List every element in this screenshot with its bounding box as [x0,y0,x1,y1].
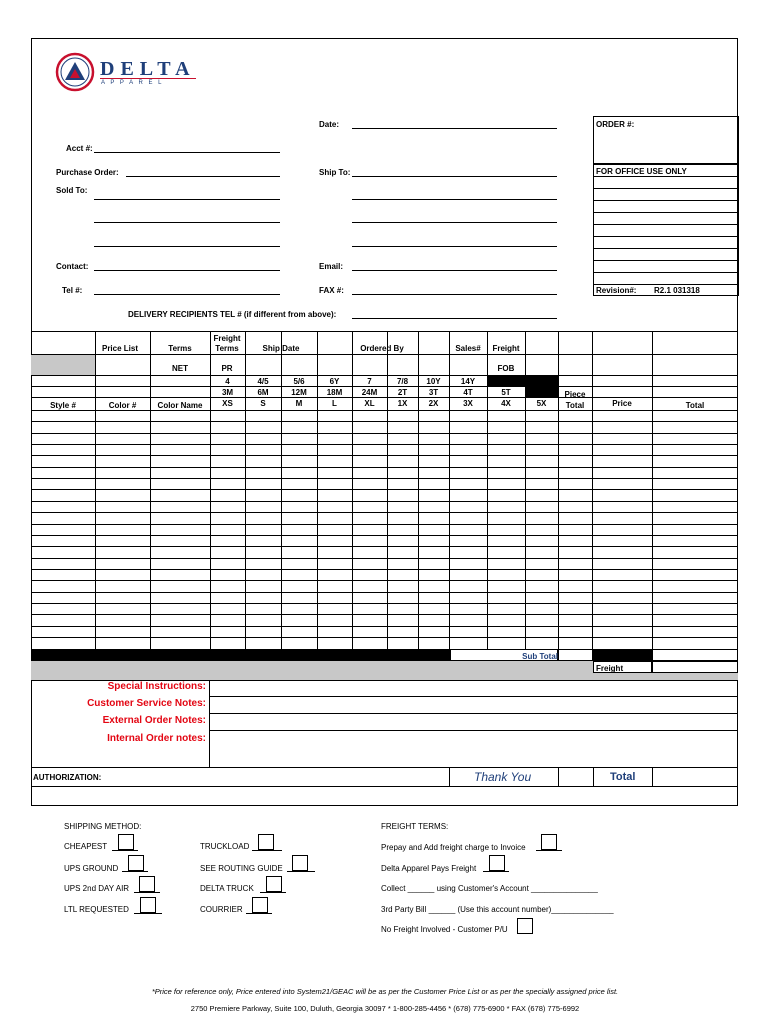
office-use-line [593,224,739,225]
office-use-line [593,188,739,189]
address-text: 2750 Premiere Parkway, Suite 100, Duluth, Georgia 30097 * 1-800-285-4456 * (678) 775-6900 * FAX (678) 775-6992 [190,1004,580,1013]
table-col-line [487,331,488,649]
table-row[interactable] [31,558,738,569]
table-row[interactable] [31,421,738,432]
truckload-label: TRUCKLOAD [200,842,250,851]
orderedby-header: Ordered By [360,344,404,353]
table-row[interactable] [31,603,738,614]
shipto-field-2[interactable] [352,199,557,200]
soldto-label: Sold To: [56,186,88,195]
freight-header: Freight [492,344,520,353]
cheapest-label: CHEAPEST [64,842,108,851]
black-cell [487,375,525,386]
prepay-checkbox[interactable] [541,834,557,850]
date-label: Date: [319,120,340,129]
subtotal-total-box[interactable] [652,649,738,661]
customer-service-notes-field[interactable] [210,697,737,713]
size-label: 6Y [329,377,340,386]
size-label: 4X [501,399,511,408]
routing-guide-checkbox[interactable] [292,855,308,871]
ltl-underline [134,913,162,914]
cheapest-underline [112,850,138,851]
table-row[interactable] [31,535,738,546]
table-row[interactable] [31,433,738,444]
ups-2nd-underline [134,892,160,893]
table-col-line [525,331,526,649]
brand-name: DELTA [100,58,196,80]
courrier-underline [246,913,272,914]
gray-cell [31,354,95,375]
size-label: 4/5 [257,377,269,386]
size-label: 3X [463,399,473,408]
external-order-notes-label: External Order Notes: [102,715,206,726]
date-field[interactable] [352,128,557,129]
email-field[interactable] [352,270,557,271]
gray-band [31,673,738,680]
office-use-line [593,284,739,285]
delta-pays-underline [483,871,509,872]
table-row[interactable] [31,489,738,500]
size-label: XL [364,399,375,408]
cheapest-checkbox[interactable] [118,834,134,850]
freight-terms-value: PR [221,364,233,373]
delta-truck-checkbox[interactable] [266,876,282,892]
table-row[interactable] [31,580,738,591]
disclaimer-text: *Price for reference only, Price entered into System21/GEAC will be as per the Customer Price List or as per the specially assigned price list. [151,987,619,996]
email-label: Email: [319,262,344,271]
no-freight-checkbox[interactable] [517,918,533,934]
piece-total-header-2: Total [565,401,585,410]
table-row-line [31,331,738,332]
size-label: 4T [463,388,473,397]
size-label: XS [222,399,233,408]
soldto-field-1[interactable] [94,199,280,200]
routing-guide-underline [287,871,315,872]
table-row[interactable] [31,592,738,603]
brand-sub: A P P A R E L [101,80,164,86]
ups-ground-label: UPS GROUND [64,864,119,873]
table-col-line [95,331,96,649]
size-label: S [260,399,266,408]
size-label: 12M [291,388,307,397]
thank-you-text: Thank You [474,770,532,784]
soldto-field-2[interactable] [94,222,280,223]
office-use-line [593,176,739,177]
size-label: 14Y [460,377,476,386]
delta-triangle-icon [55,52,95,92]
size-label: M [295,399,303,408]
third-party-label: 3rd Party Bill ______ (Use this account number)______________ [381,905,614,914]
color-header: Color # [108,401,137,410]
special-instructions-field[interactable] [210,681,737,696]
customer-service-notes-label: Customer Service Notes: [87,698,206,709]
auth-divider [593,767,594,786]
price-header: Price [612,399,632,408]
subtotal-label: Sub Total [522,652,558,661]
terms-header: Terms [168,344,192,353]
external-order-notes-field[interactable] [210,714,737,730]
table-row[interactable] [31,614,738,625]
delivery-label: DELIVERY RECIPIENTS TEL # (if different from above): [128,310,337,319]
freight-gray-bar [31,661,593,673]
delta-logo [55,52,95,92]
size-label: 7 [367,377,372,386]
shipto-field-4[interactable] [352,246,557,247]
office-use-line [593,236,739,237]
courrier-checkbox[interactable] [252,897,268,913]
freight-terms-title: FREIGHT TERMS: [381,822,449,831]
truckload-underline [252,850,282,851]
notes-line [31,786,738,787]
shipping-method-title: SHIPPING METHOD: [64,822,142,831]
table-row[interactable] [31,512,738,523]
table-col-line [558,331,559,649]
total-header: Total [685,401,705,410]
internal-order-notes-label: Internal Order notes: [107,733,206,744]
shipdate-header: Ship Date [262,344,300,353]
routing-guide-label: SEE ROUTING GUIDE [200,864,283,873]
table-row[interactable] [31,524,738,535]
table-row-line [31,354,738,355]
table-row[interactable] [31,478,738,489]
size-label: 4 [225,377,230,386]
fax-label: FAX #: [319,286,344,295]
freight-value-box[interactable] [652,661,738,673]
table-row[interactable] [31,455,738,466]
table-row[interactable] [31,467,738,478]
delta-pays-checkbox[interactable] [489,855,505,871]
size-label: 18M [326,388,343,397]
freight-label: Freight [596,664,624,673]
size-label: 3M [221,388,234,397]
office-use-line [593,248,739,249]
table-row[interactable] [31,444,738,455]
office-use-line [593,200,739,201]
table-row-line [31,375,738,376]
table-col-line [592,331,593,649]
size-label: 10Y [426,377,441,386]
authorization-label: AUTHORIZATION: [33,773,102,782]
tel-field[interactable] [94,294,280,295]
special-instructions-label: Special Instructions: [107,681,206,692]
revision-label: Revision#: [596,286,637,295]
size-label: 1X [397,399,408,408]
subtotal-value-box[interactable] [558,649,593,661]
size-label: 24M [361,388,378,397]
order-label: ORDER #: [596,120,635,129]
revision-value: R2.1 031318 [654,286,700,295]
size-label: 5T [501,388,511,397]
office-use-line [593,272,739,273]
delivery-field[interactable] [352,318,557,319]
auth-divider [558,767,559,786]
office-use-box [593,164,739,296]
ltl-checkbox[interactable] [140,897,156,913]
po-label: Purchase Order: [56,168,119,177]
ups-ground-underline [122,871,148,872]
pricelist-header: Price List [101,344,138,353]
office-use-line [593,260,739,261]
contact-field[interactable] [94,270,280,271]
colorname-header: Color Name [157,401,203,410]
terms-value: NET [172,364,188,373]
freight-value: FOB [497,364,515,373]
freight-terms-header-1: Freight [213,334,241,343]
grand-total-value-box[interactable] [653,768,737,786]
black-cell [593,649,652,661]
shipto-field-1[interactable] [352,176,557,177]
size-label: 2T [397,388,408,397]
po-field[interactable] [126,176,280,177]
size-label: 2X [428,399,439,408]
office-use-line [593,212,739,213]
delta-pays-label: Delta Apparel Pays Freight [381,864,477,873]
grand-total-label: Total [610,771,636,783]
size-label: 7/8 [396,377,409,386]
delta-truck-label: DELTA TRUCK [200,884,254,893]
authorization-field[interactable] [130,768,448,786]
sales-header: Sales# [455,344,481,353]
freight-terms-header-2: Terms [215,344,239,353]
size-label: 3T [428,388,439,397]
piece-total-header-1: Piece [564,390,586,399]
contact-label: Contact: [56,262,89,271]
brand-underline [100,78,196,79]
no-freight-label: No Freight Involved - Customer P/U [381,925,508,934]
table-row[interactable] [31,410,738,421]
collect-label: Collect ______ using Customer's Account _______________ [381,884,598,893]
table-col-line [652,331,653,649]
office-use-label: FOR OFFICE USE ONLY [596,167,687,176]
table-row[interactable] [31,637,738,648]
internal-order-notes-field[interactable] [210,731,737,767]
table-row[interactable] [31,569,738,580]
subtotal-bar [31,649,450,661]
ups-ground-checkbox[interactable] [128,855,144,871]
size-label: 5X [536,399,547,408]
ltl-label: LTL REQUESTED [64,905,129,914]
table-col-line [150,331,151,649]
prepay-underline [536,850,562,851]
table-row[interactable] [31,546,738,557]
auth-divider [449,767,450,786]
shipto-field-3[interactable] [352,222,557,223]
size-label: 6M [257,388,269,397]
size-label: 5/6 [293,377,305,386]
size-label: L [332,399,337,408]
acct-field[interactable] [94,152,280,153]
ups-2nd-checkbox[interactable] [139,876,155,892]
acct-label: Acct #: [66,144,93,153]
fax-field[interactable] [352,294,557,295]
prepay-label: Prepay and Add freight charge to Invoice [381,843,526,852]
shipto-label: Ship To: [319,168,351,177]
style-header: Style # [50,401,76,410]
courrier-label: COURRIER [200,905,243,914]
table-row[interactable] [31,626,738,637]
tel-label: Tel #: [62,286,83,295]
delta-truck-underline [260,892,286,893]
truckload-checkbox[interactable] [258,834,274,850]
soldto-field-3[interactable] [94,246,280,247]
table-row[interactable] [31,501,738,512]
ups-2nd-label: UPS 2nd DAY AIR [64,884,130,893]
